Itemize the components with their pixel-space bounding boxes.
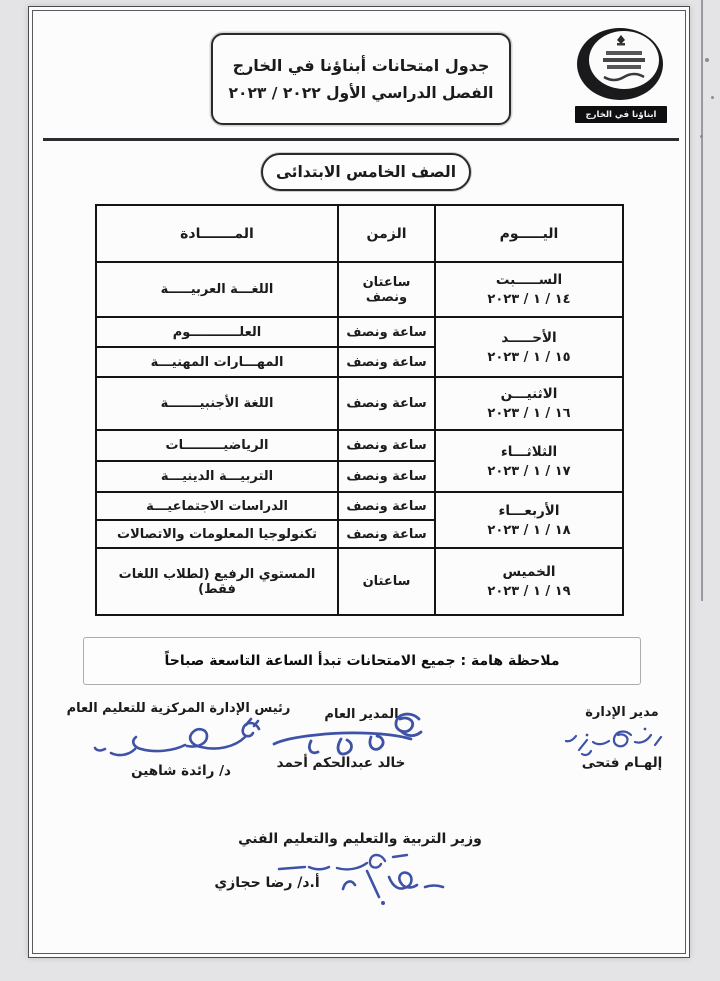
day-date: ١٦ / ١ / ٢٠٢٣ — [487, 406, 571, 421]
day-name: الأحـــــد — [501, 329, 557, 346]
day-cell — [435, 262, 623, 317]
day-name: الســـــبت — [495, 272, 563, 288]
day-cell — [435, 548, 623, 615]
ministry-logo — [574, 25, 669, 131]
signature-title: المدير العام — [324, 707, 399, 722]
time-cell: ساعتان — [338, 548, 435, 615]
day-name: الخميس — [502, 564, 556, 580]
minister-title: وزير التربية والتعليم والتعليم الفني — [238, 831, 482, 847]
signature-name-director: إلهـام فتحى — [581, 755, 663, 771]
day-name: الأربعـــاء — [498, 502, 560, 519]
signature-block-central-admin-head — [61, 701, 296, 716]
col-header-time: الزمن — [338, 205, 435, 262]
time-cell: ساعة ونصف — [338, 347, 435, 377]
minister-name: أ.د/ رضا حجازي — [214, 875, 320, 891]
table-row — [96, 317, 623, 347]
col-header-subject: المـــــــادة — [96, 205, 338, 262]
time-cell: ساعة ونصف — [338, 430, 435, 461]
day-cell — [435, 317, 623, 377]
day-name: الثلاثـــاء — [500, 443, 558, 460]
table-row — [96, 430, 623, 461]
scan-speck — [711, 96, 714, 99]
signature-ink-minister — [267, 847, 417, 877]
time-cell: ساعة ونصف — [338, 377, 435, 430]
subject-cell: الدراسات الاجتماعيـــة — [96, 492, 338, 520]
signature-name-admin-head: د/ رائدة شاهين — [131, 763, 231, 779]
day-cell — [435, 430, 623, 492]
subject-cell: تكنولوجيا المعلومات والاتصالات — [96, 520, 338, 548]
time-cell: ساعة ونصف — [338, 317, 435, 347]
day-date: ١٥ / ١ / ٢٠٢٣ — [487, 349, 571, 365]
subject-cell: اللغـــة العربيـــــة — [96, 262, 338, 317]
signature-block-general-manager — [269, 707, 454, 722]
table-row — [96, 377, 623, 430]
day-cell — [435, 492, 623, 548]
day-date: ١٤ / ١ / ٢٠٢٣ — [487, 292, 571, 307]
time-cell: ساعة ونصف — [338, 461, 435, 492]
signature-ink-minister-date — [333, 865, 453, 909]
header-divider — [43, 138, 679, 141]
table-row — [96, 262, 623, 317]
ministry-logo-emblem — [574, 25, 669, 105]
time-cell: ساعة ونصف — [338, 492, 435, 520]
scan-speck — [705, 58, 709, 62]
subject-cell: التربيـــة الدينيـــة — [96, 461, 338, 492]
day-date: ١٨ / ١ / ٢٠٢٣ — [487, 522, 571, 538]
subject-cell: المهـــارات المهنيـــة — [96, 347, 338, 377]
exam-schedule-table — [95, 204, 624, 616]
day-cell — [435, 377, 623, 430]
important-note: ملاحظة هامة : جميع الامتحانات تبدأ الساعة التاسعة صباحاً — [83, 637, 641, 685]
signature-title: مدير الإدارة — [585, 705, 659, 720]
day-date: ١٧ / ١ / ٢٠٢٣ — [487, 463, 571, 479]
day-date: ١٩ / ١ / ٢٠٢٣ — [487, 584, 571, 599]
document-title-line2: الفصل الدراسي الأول ٢٠٢٢ / ٢٠٢٣ — [228, 84, 494, 102]
grade-badge: الصف الخامس الابتدائى — [261, 153, 471, 191]
signature-block-director — [567, 705, 677, 720]
logo-caption: ابناؤنا في الخارج — [575, 106, 667, 123]
document-sheet — [28, 6, 690, 958]
time-cell: ساعة ونصف — [338, 520, 435, 548]
subject-cell: العلـــــــــــوم — [96, 317, 338, 347]
table-header-row — [96, 205, 623, 262]
table-row — [96, 492, 623, 520]
col-header-day: اليـــــوم — [435, 205, 623, 262]
subject-cell: اللغة الأجنبيـــــــة — [96, 377, 338, 430]
subject-cell: الرياضيـــــــــات — [96, 430, 338, 461]
time-cell: ساعتان ونصف — [338, 262, 435, 317]
signature-name-general-manager: خالد عبدالحكم أحمد — [276, 755, 406, 771]
day-name: الاثنيـــن — [500, 386, 558, 402]
header-title-box — [211, 33, 511, 125]
table-row — [96, 548, 623, 615]
subject-cell: المستوي الرفيع (لطلاب اللغات فقط) — [96, 548, 338, 615]
scan-edge-line — [701, 0, 703, 601]
scan-speck — [700, 135, 703, 138]
document-title-line1: جدول امتحانات أبناؤنا في الخارج — [232, 56, 490, 75]
signature-title: رئيس الإدارة المركزية للتعليم العام — [66, 701, 291, 716]
